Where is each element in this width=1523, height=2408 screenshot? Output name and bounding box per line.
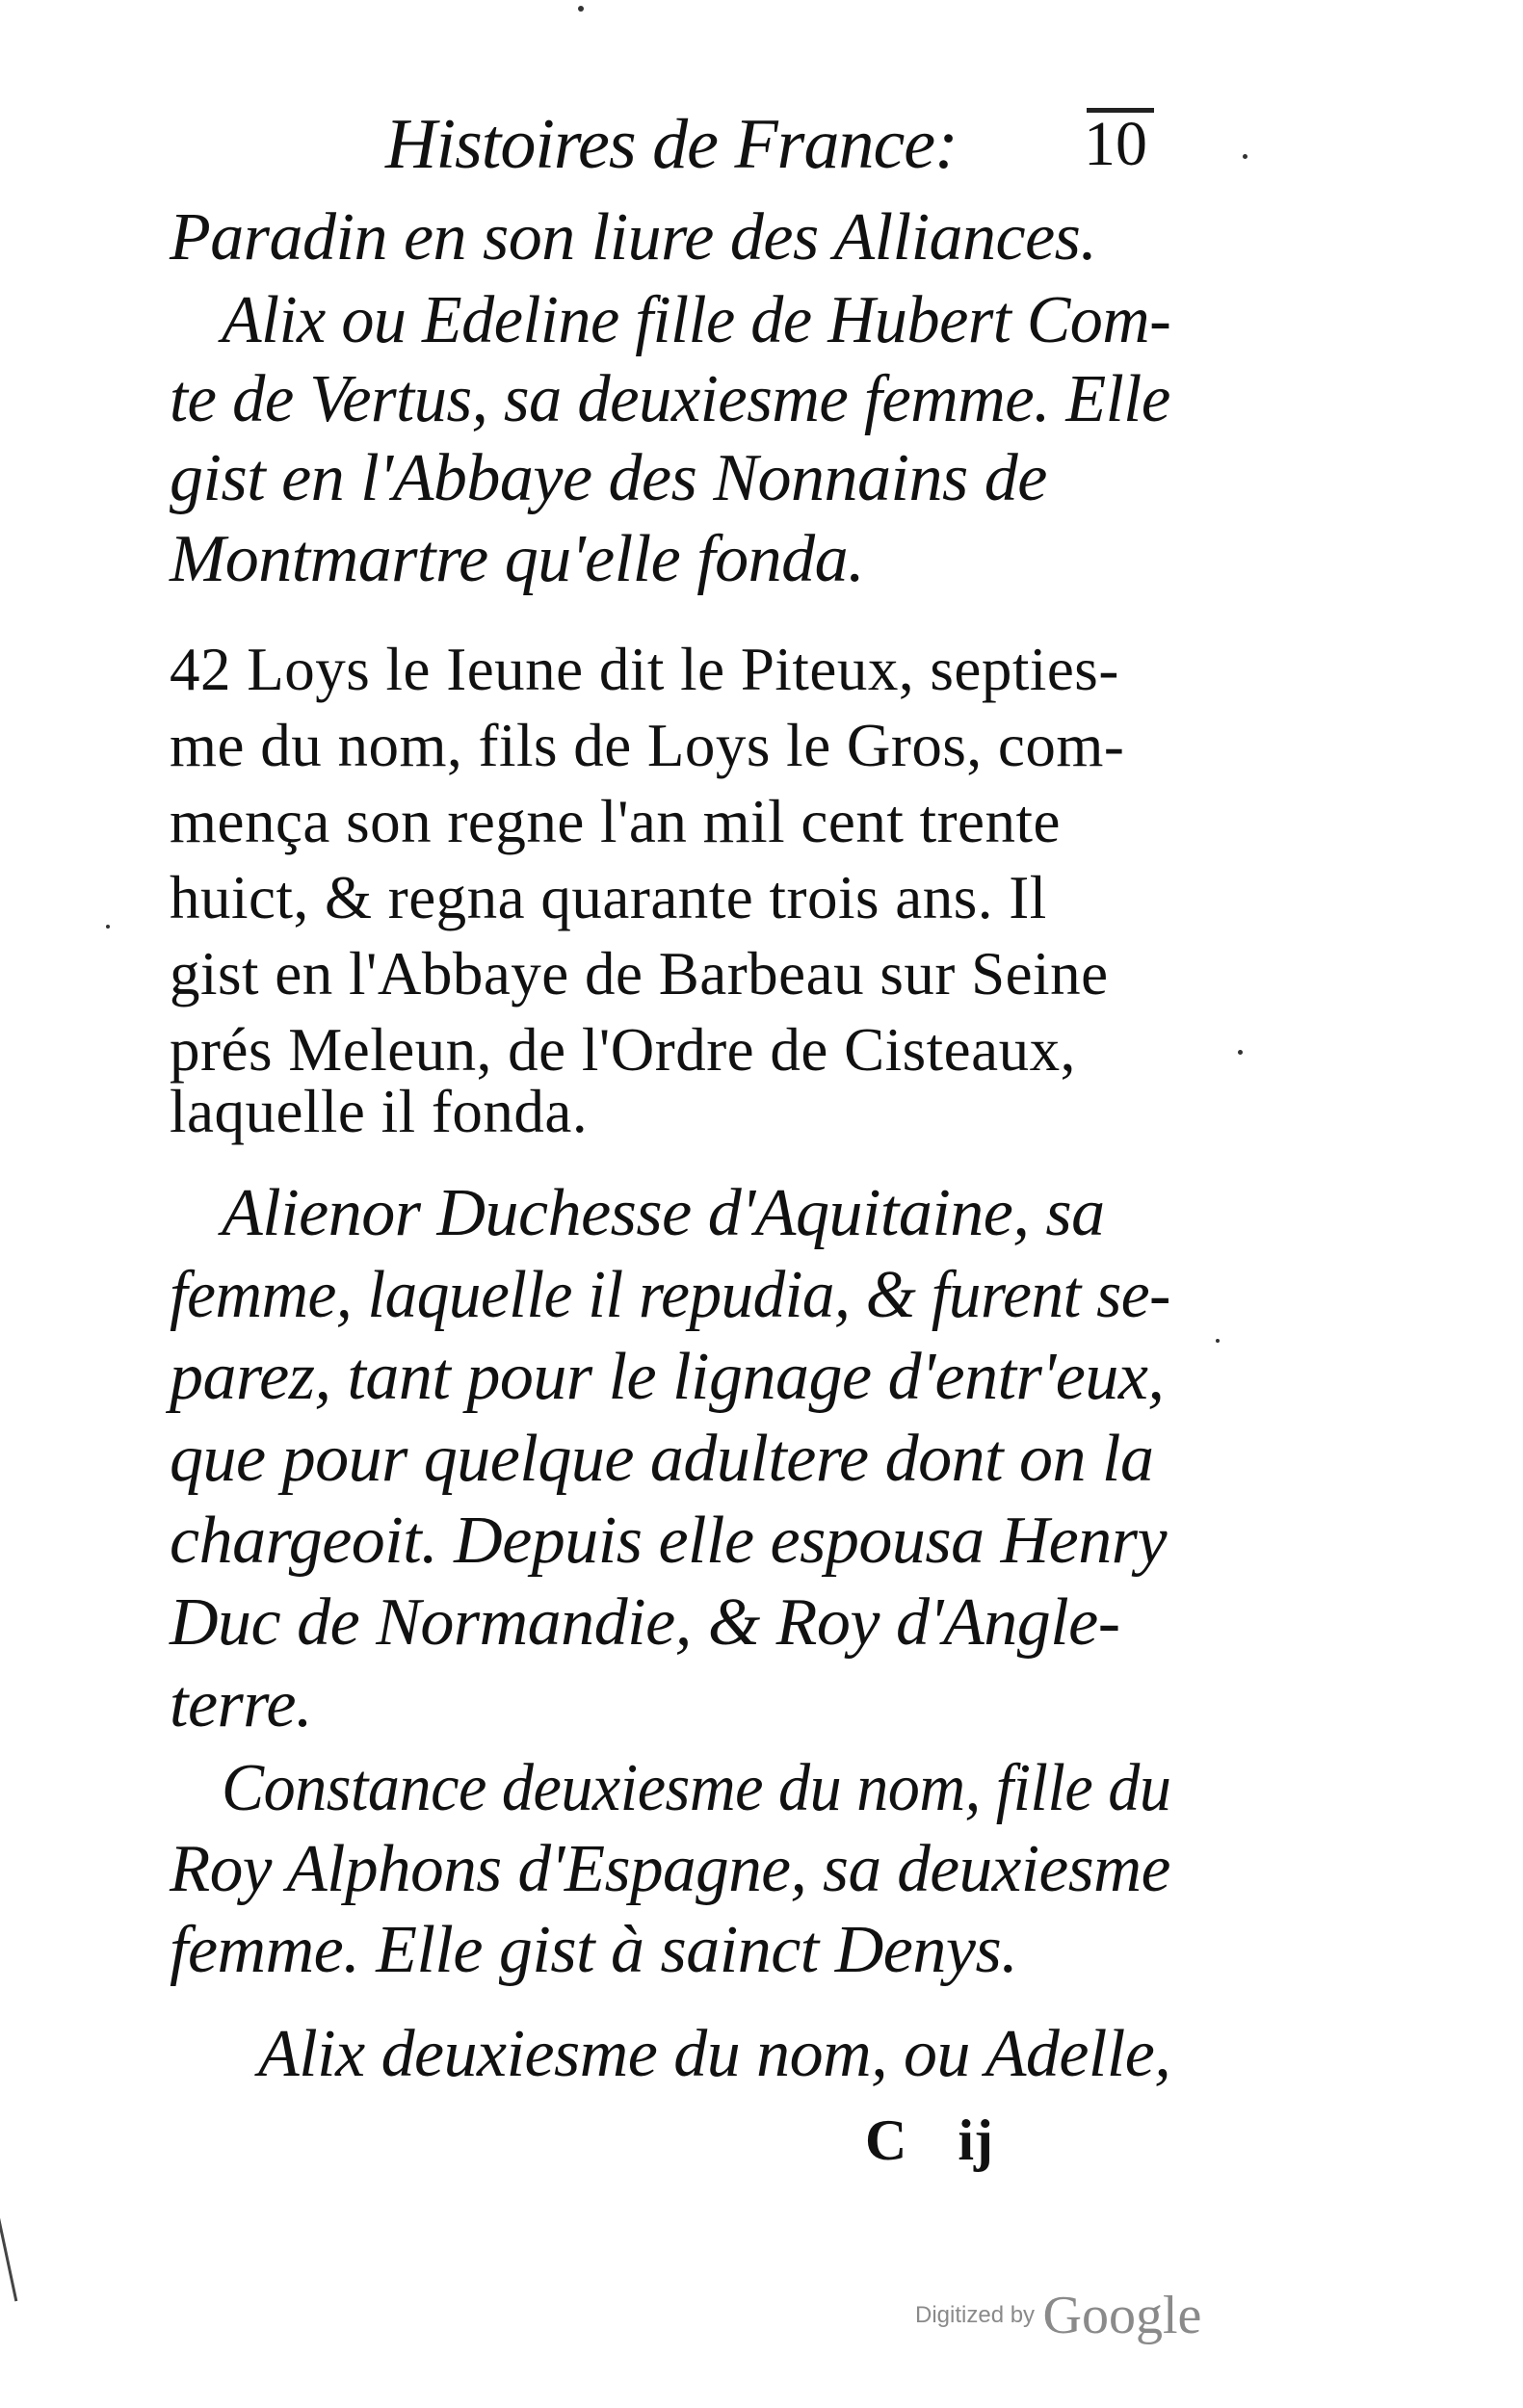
- text-line-17: chargeoit. Depuis elle espousa Henry: [170, 1504, 1168, 1578]
- scan-speck: [1216, 1339, 1220, 1343]
- page-number: 10: [1084, 109, 1147, 179]
- scan-speck: [1238, 1050, 1243, 1055]
- text-line-20: Constance deuxiesme du nom, fille du: [222, 1751, 1171, 1825]
- text-line-15: parez, tant pour le lignage d'entr'eux,: [170, 1340, 1165, 1414]
- text-line-19: terre.: [170, 1667, 312, 1741]
- scan-speck: [1243, 154, 1247, 159]
- text-line-10: gist en l'Abbaye de Barbeau sur Seine: [170, 940, 1109, 1008]
- text-line-22: femme. Elle gist à sainct Denys.: [170, 1913, 1018, 1987]
- text-line-1: Paradin en son liure des Alliances.: [170, 200, 1097, 275]
- running-head-title: Histoires de France:: [385, 105, 958, 184]
- text-line-18: Duc de Normandie, & Roy d'Angle-: [170, 1585, 1120, 1660]
- scan-speck: [106, 925, 110, 929]
- text-line-23: Alix deuxiesme du nom, ou Adelle,: [258, 2017, 1171, 2091]
- text-line-7: me du nom, fils de Loys le Gros, com-: [170, 712, 1125, 779]
- text-line-21: Roy Alphons d'Espagne, sa deuxiesme: [170, 1832, 1170, 1906]
- scan-speck: [578, 6, 584, 12]
- text-line-8: mença son regne l'an mil cent trente: [170, 788, 1061, 855]
- text-line-4: gist en l'Abbaye des Nonnains de: [170, 441, 1047, 515]
- text-line-13: Alienor Duchesse d'Aquitaine, sa: [222, 1176, 1105, 1250]
- scan-edge-line: [0, 2216, 17, 2302]
- digitized-by-watermark: [915, 2285, 1201, 2346]
- text-line-9: huict, & regna quarante trois ans. Il: [170, 864, 1047, 931]
- watermark-prefix: Digitized by: [915, 2302, 1036, 2328]
- text-line-3: te de Vertus, sa deuxiesme femme. Elle: [170, 362, 1170, 436]
- text-line-2: Alix ou Edeline fille de Hubert Com-: [222, 283, 1171, 357]
- text-line-16: que pour quelque adultere dont on la: [170, 1422, 1154, 1496]
- text-line-12: laquelle il fonda.: [170, 1078, 589, 1145]
- google-logo: Google: [1042, 2286, 1202, 2345]
- signature-mark: C ij: [865, 2108, 993, 2172]
- text-line-14: femme, laquelle il repudia, & furent se-: [170, 1258, 1170, 1332]
- text-line-5: Montmartre qu'elle fonda.: [170, 522, 865, 596]
- text-line-11: prés Meleun, de l'Ordre de Cisteaux,: [170, 1016, 1076, 1084]
- text-line-6: 42 Loys le Ieune dit le Piteux, septies-: [170, 636, 1119, 703]
